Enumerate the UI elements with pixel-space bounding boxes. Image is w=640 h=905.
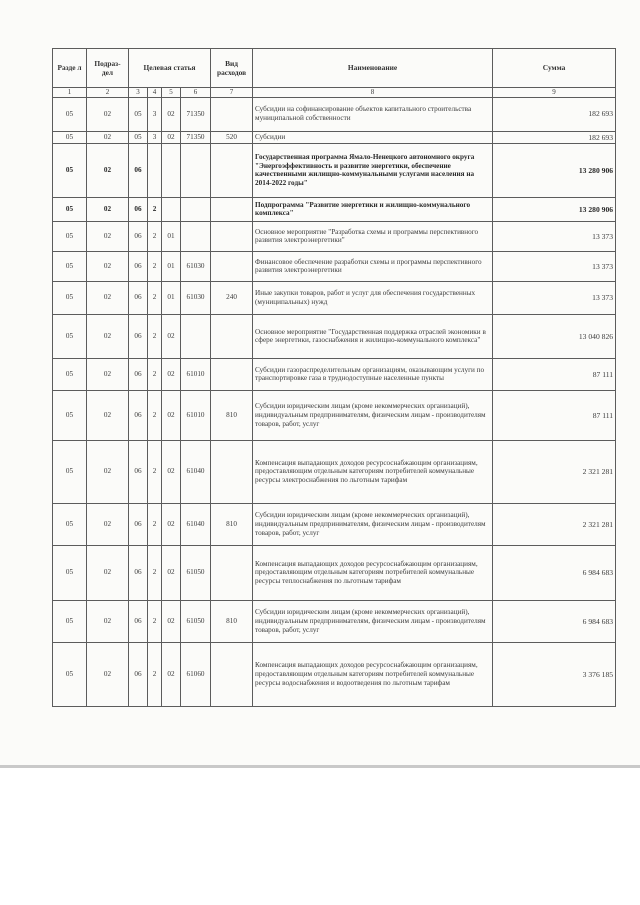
cell-subprogram: 2 (148, 251, 162, 281)
header-expense-type: Вид расходов (211, 49, 253, 88)
cell-sum: 13 280 906 (493, 197, 616, 221)
cell-sum: 13 280 906 (493, 143, 616, 197)
cell-podrazdel: 02 (87, 143, 129, 197)
cell-sum: 6 984 683 (493, 600, 616, 642)
cell-razdel: 05 (53, 390, 87, 440)
cell-event (162, 143, 181, 197)
cell-expense-type (211, 358, 253, 390)
cell-sum: 13 040 826 (493, 314, 616, 358)
table-row (53, 314, 616, 358)
cell-expense-type (211, 642, 253, 706)
cell-event: 01 (162, 281, 181, 314)
cell-podrazdel: 02 (87, 390, 129, 440)
cell-razdel: 05 (53, 131, 87, 143)
cell-podrazdel: 02 (87, 221, 129, 251)
cell-podrazdel: 02 (87, 314, 129, 358)
cell-sum: 2 321 281 (493, 503, 616, 545)
cell-event: 02 (162, 503, 181, 545)
cell-expense-type (211, 545, 253, 600)
cell-direction: 61050 (181, 545, 211, 600)
cell-expense-type (211, 251, 253, 281)
table-row (53, 390, 616, 440)
table-row (53, 440, 616, 503)
cell-name: Государственная программа Ямало-Ненецкого автономного округа "Энергоэффективность и развитие энергетики, обеспечение качественными жилищно-коммунальными услугами населения на 2014-2022 годы" (253, 143, 493, 197)
cell-razdel: 05 (53, 281, 87, 314)
cell-sum: 3 376 185 (493, 642, 616, 706)
cell-podrazdel: 02 (87, 97, 129, 131)
cell-razdel: 05 (53, 642, 87, 706)
cell-razdel: 05 (53, 197, 87, 221)
cell-program: 05 (129, 131, 148, 143)
cell-program: 06 (129, 600, 148, 642)
cell-direction (181, 143, 211, 197)
cell-podrazdel: 02 (87, 281, 129, 314)
col-number: 9 (493, 88, 616, 98)
cell-expense-type: 240 (211, 281, 253, 314)
header-target-article: Целевая статья (129, 49, 211, 88)
col-number: 4 (148, 88, 162, 98)
cell-event: 02 (162, 131, 181, 143)
cell-expense-type: 520 (211, 131, 253, 143)
cell-subprogram: 3 (148, 131, 162, 143)
cell-razdel: 05 (53, 600, 87, 642)
cell-direction: 61040 (181, 440, 211, 503)
cell-name: Субсидии юридическим лицам (кроме некоммерческих организаций), индивидуальным предпринимателям, физическим лицам - производителям товаров, работ, услуг (253, 503, 493, 545)
cell-subprogram (148, 143, 162, 197)
cell-name: Субсидии (253, 131, 493, 143)
cell-program: 06 (129, 390, 148, 440)
cell-event: 02 (162, 390, 181, 440)
cell-podrazdel: 02 (87, 545, 129, 600)
cell-event: 02 (162, 358, 181, 390)
cell-program: 06 (129, 221, 148, 251)
table-row (53, 503, 616, 545)
table-row (53, 642, 616, 706)
cell-name: Субсидии юридическим лицам (кроме некоммерческих организаций), индивидуальным предпринимателям, физическим лицам - производителям товаров, работ, услуг (253, 390, 493, 440)
cell-event: 02 (162, 545, 181, 600)
cell-name: Финансовое обеспечение разработки схемы и программы перспективного развития электроэнергетики (253, 251, 493, 281)
cell-program: 06 (129, 503, 148, 545)
cell-subprogram: 2 (148, 358, 162, 390)
cell-podrazdel: 02 (87, 131, 129, 143)
header-podrazdel: Подраз- дел (87, 49, 129, 88)
cell-razdel: 05 (53, 358, 87, 390)
cell-expense-type (211, 197, 253, 221)
cell-event: 02 (162, 314, 181, 358)
table-row (53, 197, 616, 221)
cell-subprogram: 2 (148, 545, 162, 600)
cell-event: 02 (162, 642, 181, 706)
cell-sum: 182 693 (493, 131, 616, 143)
col-number: 5 (162, 88, 181, 98)
table-header-row (53, 49, 616, 88)
cell-expense-type (211, 314, 253, 358)
cell-sum: 87 111 (493, 358, 616, 390)
cell-program: 05 (129, 97, 148, 131)
cell-expense-type (211, 143, 253, 197)
table-row (53, 251, 616, 281)
table-row (53, 545, 616, 600)
table-row (53, 358, 616, 390)
table-row (53, 281, 616, 314)
cell-name: Компенсация выпадающих доходов ресурсоснабжающим организациям, предоставляющим отдельным категориям потребителей коммунальные ресурсы электроснабжения по льготным тарифам (253, 440, 493, 503)
cell-event: 01 (162, 251, 181, 281)
cell-event: 02 (162, 600, 181, 642)
cell-expense-type: 810 (211, 600, 253, 642)
cell-name: Основное мероприятие "Государственная поддержка отраслей экономики в сфере энергетики, газоснабжения и жилищно-коммунального комплекса" (253, 314, 493, 358)
cell-sum: 182 693 (493, 97, 616, 131)
cell-event (162, 197, 181, 221)
cell-name: Субсидии юридическим лицам (кроме некоммерческих организаций), индивидуальным предпринимателям, физическим лицам - производителям товаров, работ, услуг (253, 600, 493, 642)
cell-program: 06 (129, 197, 148, 221)
cell-name: Подпрограмма "Развитие энергетики и жилищно-коммунального комплекса" (253, 197, 493, 221)
column-numbers-row (53, 88, 616, 98)
cell-podrazdel: 02 (87, 197, 129, 221)
header-name: Наименование (253, 49, 493, 88)
cell-razdel: 05 (53, 440, 87, 503)
cell-subprogram: 2 (148, 600, 162, 642)
cell-program: 06 (129, 440, 148, 503)
cell-direction: 61010 (181, 358, 211, 390)
cell-razdel: 05 (53, 251, 87, 281)
cell-program: 06 (129, 545, 148, 600)
cell-subprogram: 2 (148, 503, 162, 545)
cell-sum: 13 373 (493, 221, 616, 251)
table-row (53, 143, 616, 197)
cell-razdel: 05 (53, 221, 87, 251)
cell-subprogram: 2 (148, 281, 162, 314)
col-number: 1 (53, 88, 87, 98)
col-number: 6 (181, 88, 211, 98)
cell-name: Компенсация выпадающих доходов ресурсоснабжающим организациям, предоставляющим отдельным категориям потребителей коммунальные ресурсы теплоснабжения по льготным тарифам (253, 545, 493, 600)
cell-sum: 6 984 683 (493, 545, 616, 600)
cell-sum: 13 373 (493, 281, 616, 314)
cell-subprogram: 3 (148, 97, 162, 131)
cell-direction: 61030 (181, 251, 211, 281)
budget-table (52, 48, 616, 707)
cell-direction (181, 314, 211, 358)
table-row (53, 221, 616, 251)
col-number: 8 (253, 88, 493, 98)
cell-razdel: 05 (53, 97, 87, 131)
cell-razdel: 05 (53, 503, 87, 545)
col-number: 2 (87, 88, 129, 98)
cell-program: 06 (129, 358, 148, 390)
cell-event: 01 (162, 221, 181, 251)
cell-program: 06 (129, 314, 148, 358)
cell-subprogram: 2 (148, 390, 162, 440)
cell-name: Субсидии газораспределительным организациям, оказывающим услуги по транспортировке газа в труднодоступные населенные пункты (253, 358, 493, 390)
cell-subprogram: 2 (148, 440, 162, 503)
cell-direction (181, 221, 211, 251)
cell-expense-type (211, 440, 253, 503)
cell-subprogram: 2 (148, 314, 162, 358)
cell-program: 06 (129, 251, 148, 281)
cell-program: 06 (129, 642, 148, 706)
cell-expense-type (211, 221, 253, 251)
cell-sum: 2 321 281 (493, 440, 616, 503)
cell-direction: 61030 (181, 281, 211, 314)
table-row (53, 600, 616, 642)
cell-program: 06 (129, 281, 148, 314)
table-row (53, 131, 616, 143)
cell-razdel: 05 (53, 545, 87, 600)
cell-direction: 71350 (181, 131, 211, 143)
cell-sum: 87 111 (493, 390, 616, 440)
cell-podrazdel: 02 (87, 251, 129, 281)
cell-direction: 61040 (181, 503, 211, 545)
col-number: 7 (211, 88, 253, 98)
cell-event: 02 (162, 440, 181, 503)
cell-subprogram: 2 (148, 221, 162, 251)
cell-sum: 13 373 (493, 251, 616, 281)
cell-name: Субсидии на софинансирование объектов капитального строительства муниципальной собственности (253, 97, 493, 131)
page-bottom-margin (0, 768, 640, 905)
cell-direction: 61060 (181, 642, 211, 706)
cell-razdel: 05 (53, 143, 87, 197)
cell-direction: 71350 (181, 97, 211, 131)
cell-name: Иные закупки товаров, работ и услуг для обеспечения государственных (муниципальных) нужд (253, 281, 493, 314)
cell-expense-type: 810 (211, 390, 253, 440)
cell-podrazdel: 02 (87, 358, 129, 390)
cell-direction: 61050 (181, 600, 211, 642)
cell-podrazdel: 02 (87, 503, 129, 545)
cell-expense-type (211, 97, 253, 131)
header-sum: Сумма (493, 49, 616, 88)
table-row (53, 97, 616, 131)
cell-event: 02 (162, 97, 181, 131)
cell-program: 06 (129, 143, 148, 197)
cell-podrazdel: 02 (87, 600, 129, 642)
header-razdel: Разде л (53, 49, 87, 88)
cell-direction (181, 197, 211, 221)
cell-direction: 61010 (181, 390, 211, 440)
cell-razdel: 05 (53, 314, 87, 358)
cell-expense-type: 810 (211, 503, 253, 545)
col-number: 3 (129, 88, 148, 98)
table-body (53, 97, 616, 706)
cell-podrazdel: 02 (87, 642, 129, 706)
cell-podrazdel: 02 (87, 440, 129, 503)
cell-name: Компенсация выпадающих доходов ресурсоснабжающим организациям, предоставляющим отдельным категориям потребителей коммунальные ресурсы водоснабжения и водоотведения по льготным тарифам (253, 642, 493, 706)
cell-name: Основное мероприятие "Разработка схемы и программы перспективного развития электроэнергетики" (253, 221, 493, 251)
cell-subprogram: 2 (148, 642, 162, 706)
cell-subprogram: 2 (148, 197, 162, 221)
